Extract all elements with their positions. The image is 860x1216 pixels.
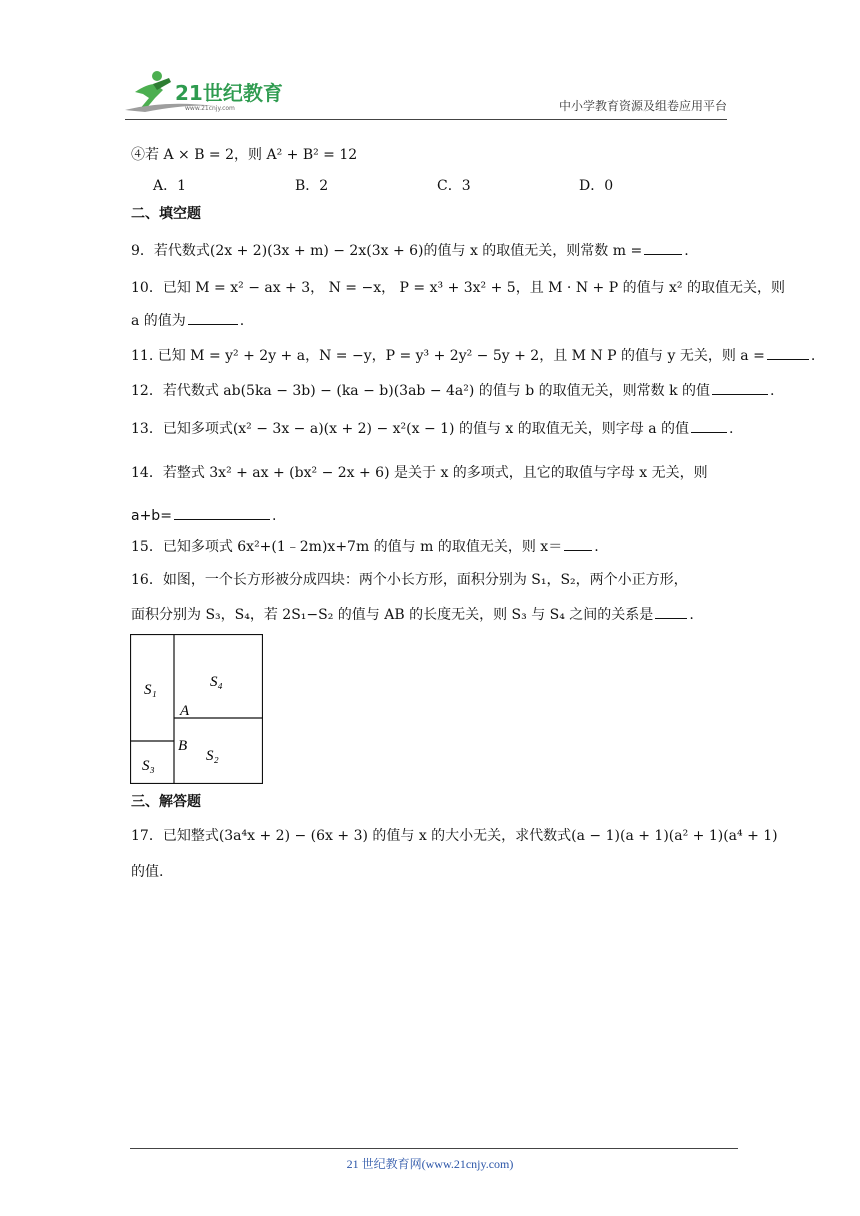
choice-b[interactable]: B．2 bbox=[295, 178, 329, 194]
label-b: B bbox=[178, 738, 188, 754]
q8-choices bbox=[153, 176, 721, 196]
svg-text:www.21cnjy.com: www.21cnjy.com bbox=[185, 105, 235, 112]
question-15: 15．已知多项式 6x²+(1﹣2m)x+7m 的值与 m 的取值无关，则 x＝ . bbox=[131, 536, 599, 557]
label-a: A bbox=[180, 703, 190, 719]
label-s2: S₂ bbox=[206, 748, 219, 764]
question-16-line1: 16．如图，一个长方形被分成四块：两个小长方形，面积分别为 S₁，S₂，两个小正方形， bbox=[131, 572, 688, 588]
platform-label: 中小学教育资源及组卷应用平台 bbox=[558, 99, 727, 113]
section-fill-blank: 二、填空题 bbox=[131, 206, 201, 222]
footer-divider bbox=[130, 1148, 738, 1149]
question-16-line2: 面积分别为 S₃，S₄，若 2S₁−S₂ 的值与 AB 的长度无关，则 S₃ 与 S₄ 之间的关系是 . bbox=[131, 604, 694, 625]
question-17-line2: 的值. bbox=[131, 864, 164, 880]
q10-text: a 的值为 bbox=[131, 313, 186, 329]
q13-blank[interactable] bbox=[691, 418, 727, 433]
q8-item4: ④若 A × B = 2，则 A² + B² = 12 bbox=[131, 147, 358, 163]
label-s1: S₁ bbox=[144, 682, 157, 698]
q11-blank[interactable] bbox=[767, 345, 809, 360]
q13-text: 13．已知多项式(x² − 3x − a)(x + 2) − x²(x − 1) 的值与 x 的取值无关，则字母 a 的值 bbox=[131, 421, 690, 437]
question-11: 11. 已知 M = y² + 2y + a，N = −y，P = y³ + 2y² − 5y + 2，且 M N P 的值与 y 无关，则 a = . bbox=[131, 345, 815, 366]
section-answer: 三、解答题 bbox=[131, 794, 201, 810]
question-17-line1: 17．已知整式(3a⁴x + 2) − (6x + 3) 的值与 x 的大小无关，求代数式(a − 1)(a + 1)(a² + 1)(a⁴ + 1) bbox=[131, 828, 778, 844]
question-9: 9．若代数式(2x + 2)(3x + m) − 2x(3x + 6)的值与 x 的取值无关，则常数 m = . bbox=[131, 240, 689, 261]
footer-link[interactable]: 21 世纪教育网(www.21cnjy.com) bbox=[346, 1157, 514, 1171]
q15-text: 15．已知多项式 6x²+(1﹣2m)x+7m 的值与 m 的取值无关，则 x＝ bbox=[131, 539, 563, 555]
q16-blank[interactable] bbox=[655, 604, 687, 619]
choice-a[interactable]: A．1 bbox=[153, 178, 187, 194]
q9-blank[interactable] bbox=[644, 240, 682, 255]
rectangle-figure bbox=[130, 634, 263, 784]
question-10-line2: a 的值为 . bbox=[131, 310, 244, 331]
q15-blank[interactable] bbox=[564, 536, 592, 551]
q10-blank[interactable] bbox=[188, 310, 238, 325]
q14-text: a+b= bbox=[131, 508, 172, 524]
question-14-line1: 14．若整式 3x² + ax + (bx² − 2x + 6) 是关于 x 的多项式，且它的取值与字母 x 无关，则 bbox=[131, 465, 708, 481]
page-header bbox=[125, 62, 727, 120]
question-12: 12．若代数式 ab(5ka − 3b) − (ka − b)(3ab − 4a²) 的值与 b 的取值无关，则常数 k 的值 . bbox=[131, 380, 775, 401]
question-14-line2: a+b= . bbox=[131, 505, 276, 526]
label-s4: S₄ bbox=[210, 674, 223, 690]
question-13: 13．已知多项式(x² − 3x − a)(x + 2) − x²(x − 1) 的值与 x 的取值无关，则字母 a 的值 . bbox=[131, 418, 733, 439]
header-divider bbox=[125, 119, 727, 120]
choice-d[interactable]: D．0 bbox=[579, 178, 614, 194]
q16-text: 面积分别为 S₃，S₄，若 2S₁−S₂ 的值与 AB 的长度无关，则 S₃ 与 S₄ 之间的关系是 bbox=[131, 607, 654, 623]
label-s3: S₃ bbox=[142, 758, 155, 774]
q9-text: 9．若代数式(2x + 2)(3x + m) − 2x(3x + 6)的值与 x 的取值无关，则常数 m = bbox=[131, 243, 643, 259]
q12-text: 12．若代数式 ab(5ka − 3b) − (ka − b)(3ab − 4a²) 的值与 b 的取值无关，则常数 k 的值 bbox=[131, 383, 711, 399]
q11-text: 11. 已知 M = y² + 2y + a，N = −y，P = y³ + 2y² − 5y + 2，且 M N P 的值与 y 无关，则 a = bbox=[131, 348, 765, 364]
choice-c[interactable]: C．3 bbox=[437, 178, 471, 194]
q12-blank[interactable] bbox=[712, 380, 768, 395]
q14-blank[interactable] bbox=[174, 505, 270, 520]
svg-text:21世纪教育: 21世纪教育 bbox=[175, 81, 283, 105]
question-10-line1: 10．已知 M = x² − ax + 3， N = −x， P = x³ + 3x² + 5，且 M · N + P 的值与 x² 的取值无关，则 bbox=[131, 280, 785, 296]
site-logo bbox=[125, 70, 295, 114]
